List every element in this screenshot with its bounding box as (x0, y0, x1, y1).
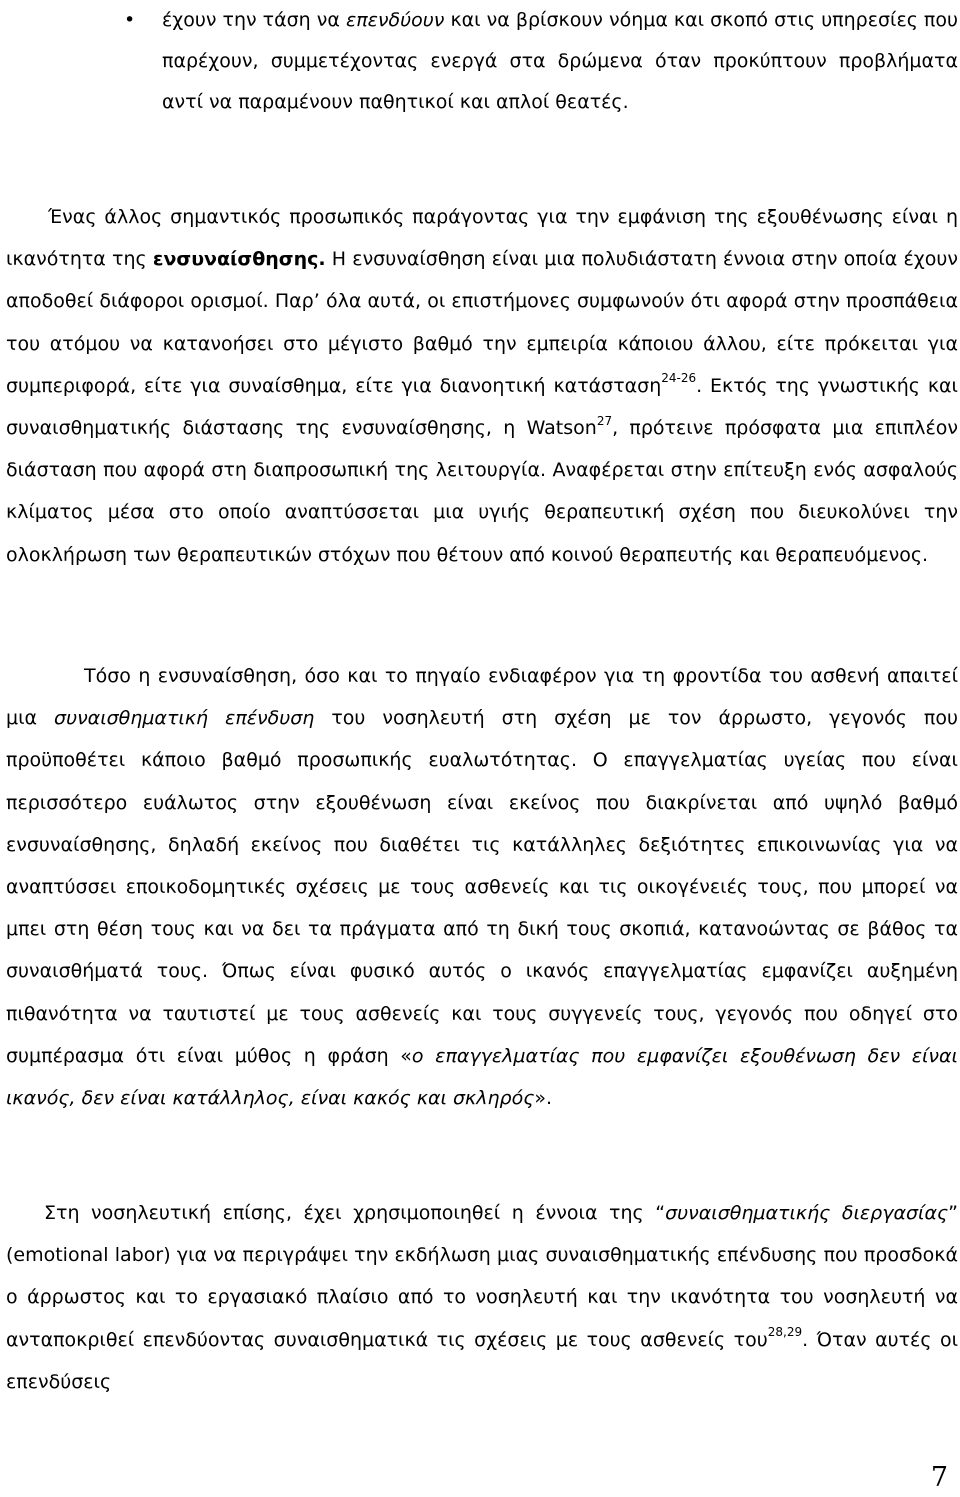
paragraph-emotional-labor: Στη νοσηλευτική επίσης, έχει χρησιμοποιηθεί η έννοια της “συναισθηματικής διεργασίας” (emotional labor) για να περιγράψει την εκδήλωση μιας συναισθηματικής επένδυσης που προσδοκά ο άρρωστος και το εργασιακό πλαίσιο από το νοσηλευτή και την ικανότητα του νοσηλευτή να ανταποκριθεί επενδύοντας συναισθηματικά τις σχέσεις με τους ασθενείς του$^{28,29}$. Όταν αυτές οι επενδύσεις (6, 1202, 958, 1393)
bullet-marker: • (124, 9, 136, 31)
bullet-item-text: έχουν την τάση να επενδύουν και να βρίσκουν νόημα και σκοπό στις υπηρεσίες που παρέχουν, συμμετέχοντας ενεργά στα δρώμενα όταν προκύπτουν προβλήματα αντί να παραμένουν παθητικοί και απλοί θεατές. (162, 9, 958, 113)
page-number: 7 (930, 1462, 948, 1493)
paragraph-emotional-investment: Τόσο η ενσυναίσθηση, όσο και το πηγαίο ενδιαφέρον για τη φροντίδα του ασθενή απαιτεί μια συναισθηματική επένδυση του νοσηλευτή στη σχέση με τον άρρωστο, γεγονός που προϋποθέτει κάποιο βαθμό προσωπικής ευαλωτότητας. Ο επαγγελματίας υγείας που είναι περισσότερο ευάλωτος στην εξουθένωση είναι εκείνος που διακρίνεται από υψηλό βαθμό ενσυναίσθησης, δηλαδή εκείνος που διαθέτει τις κατάλληλες δεξιότητες επικοινωνίας για να αναπτύσσει εποικοδομητικές σχέσεις με τους ασθενείς και τις οικογένειές τους, που μπορεί να μπει στη θέση τους και να δει τα πράγματα από τη δική τους σκοπιά, κατανοώντας σε βάθος τα συναισθήματά τους. Όπως είναι φυσικό αυτός ο ικανός επαγγελματίας εμφανίζει αυξημένη πιθανότητα να ταυτιστεί με τους ασθενείς και τους συγγενείς τους, γεγονός που οδηγεί στο συμπέρασμα ότι είναι μύθος η φράση «ο επαγγελματίας που εμφανίζει εξουθένωση δεν είναι ικανός, δεν είναι κατάλληλος, είναι κακός και σκληρός». (6, 665, 958, 1110)
paragraph-empathy: Ένας άλλος σημαντικός προσωπικός παράγοντας για την εμφάνιση της εξουθένωσης είναι η ικανότητα της ενσυναίσθησης. Η ενσυναίσθηση είναι μια πολυδιάστατη έννοια στην οποία έχουν αποδοθεί διάφοροι ορισμοί. Παρ’ όλα αυτά, οι επιστήμονες συμφωνούν ότι αφορά στην προσπάθεια του ατόμου να κατανοήσει στο μέγιστο βαθμό την εμπειρία κάποιου άλλου, είτε πρόκειται για συμπεριφορά, είτε για συναίσθημα, είτε για διανοητική κατάσταση$^{24-26}$. Εκτός της γνωστικής και συναισθηματικής διάστασης της ενσυναίσθησης, η Watson$^{27}$, πρότεινε πρόσφατα μια επιπλέον διάσταση που αφορά στη διαπροσωπική της λειτουργία. Αναφέρεται στην επίτευξη ενός ασφαλούς κλίματος μέσα στο οποίο αναπτύσσεται μια υγιής θεραπευτική σχέση που διευκολύνει την ολοκλήρωση των θεραπευτικών στόχων που θέτουν από κοινού θεραπευτής και θεραπευόμενος. (6, 206, 959, 566)
